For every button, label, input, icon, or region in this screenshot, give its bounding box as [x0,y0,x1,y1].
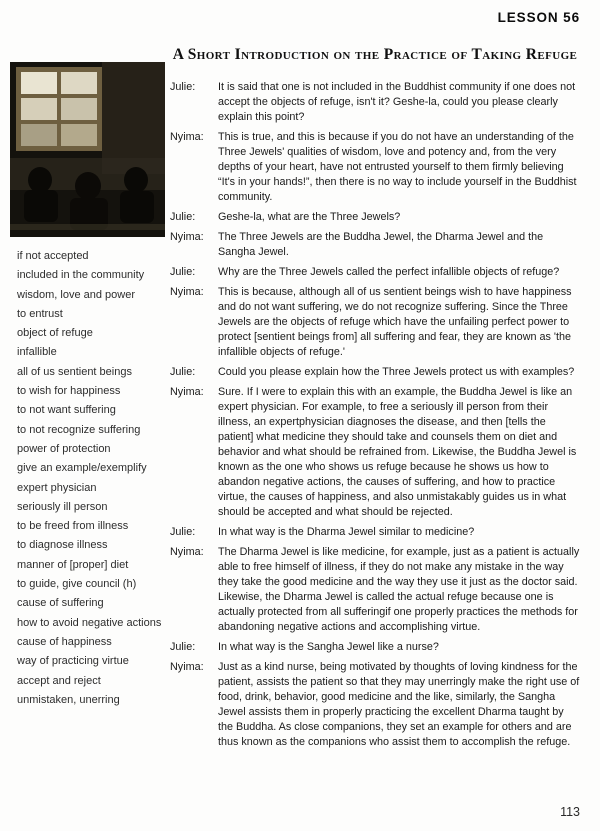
vocab-item: cause of suffering [17,597,104,610]
page-title: A Short Introduction on the Practice of Taking Refuge [172,46,578,63]
sidebar [0,62,166,710]
speech-text: In what way is the Dharma Jewel similar to medicine? [218,526,475,538]
dialogue-entry [170,385,580,520]
speaker-label: Nyima: [170,231,204,243]
dialogue-entry [170,230,580,260]
speech-text: Sure. If I were to explain this with an example, the Buddha Jewel is like an expert physician. For example, to free a seriously ill person from their illness, an expertphysician diagnoses the disease, and then [tells the patient] what medicine they should take and counsels them on diet and behavior and what should be refrained from. Likewise, the Buddha Jewel is known as the one who shows us refuge because he shows us how to abandon negative actions, the causes of suffering, and how to practice virtue, the causes of happiness, and also unmistakably guides us in what should be accepted and what should be rejected. [218,386,577,518]
vocab-item: to be freed from illness [17,520,129,533]
speech-text: Could you please explain how the Three Jewels protect us with examples? [218,366,575,378]
lesson-label: LESSON 56 [497,10,580,25]
speaker-label: Nyima: [170,546,204,558]
vocab-item: to entrust [17,307,63,320]
speech-text: The Dharma Jewel is like medicine, for example, just as a patient is actually able to free himself of illness, if they do not make any mistake in the way they take the good medicine and the way they use it just as the doctor said. Likewise, the Dharma Jewel is called the actual refuge because one is actually protected from all sufferingif one properly practices the methods for abandoning negative actions and accomplishing virtue. [218,546,580,633]
vocab-item: how to avoid negative actions [17,616,162,629]
speaker-label: Nyima: [170,286,204,298]
dialogue-entry [170,640,580,655]
vocab-item: seriously ill person [17,500,108,513]
classroom-photo [10,62,165,237]
vocab-item: object of refuge [17,327,93,340]
vocab-list [0,237,166,710]
vocab-item: power of protection [17,442,111,455]
speech-text: Geshe-la, what are the Three Jewels? [218,211,401,223]
vocab-item: cause of happiness [17,635,112,648]
dialogue-entry [170,285,580,360]
page-number: 113 [560,805,580,819]
vocab-item: expert physician [17,481,97,494]
speaker-label: Julie: [170,366,196,378]
speaker-label: Julie: [170,211,196,223]
dialogue-entry [170,525,580,540]
vocab-item: to diagnose illness [17,539,108,552]
speaker-label: Julie: [170,526,196,538]
main-content [170,46,580,755]
vocab-item: unmistaken, unerring [17,693,120,706]
speech-text: This is because, although all of us sentient beings wish to have happiness and do not want suffering, we do not recognize suffering. Since the Three Jewels are the objects of refuge which have the unfailing perfect power to protect [sentient beings from] all suffering and fear, they are known as 'the infallible objects of refuge.' [218,286,572,358]
dialogue-entry [170,265,580,280]
dialogue-entry [170,80,580,125]
speech-text: The Three Jewels are the Buddha Jewel, the Dharma Jewel and the Sangha Jewel. [218,231,544,258]
dialogue-entry [170,660,580,750]
speech-text: In what way is the Sangha Jewel like a nurse? [218,641,439,653]
speech-text: Why are the Three Jewels called the perfect infallible objects of refuge? [218,266,560,278]
vocab-item: give an example/exemplify [17,462,147,475]
dialogue [170,80,580,750]
vocab-item: way of practicing virtue [17,655,129,668]
dialogue-entry [170,365,580,380]
vocab-item: wisdom, love and power [17,288,136,301]
vocab-item: all of us sentient beings [17,365,132,378]
dialogue-entry [170,130,580,205]
vocab-item: infallible [17,346,57,359]
speech-text: This is true, and this is because if you do not have an understanding of the Three Jewels' qualities of wisdom, love and potency and, from the very depths of your heart, have not entrusted yourself to them firmly believing “It's in your hands!”, then there is no way to include yourself in the Buddhist community. [218,131,577,203]
speaker-label: Nyima: [170,661,204,673]
dialogue-entry [170,210,580,225]
speaker-label: Nyima: [170,386,204,398]
vocab-item: accept and reject [17,674,101,687]
speaker-label: Nyima: [170,131,204,143]
speaker-label: Julie: [170,641,196,653]
classroom-photo-graphic [10,62,165,237]
vocab-item: to wish for happiness [17,385,121,398]
dialogue-entry [170,545,580,635]
speech-text: It is said that one is not included in the Buddhist community if one does not accept the objects of refuge, isn't it? Geshe-la, could you please clearly explain this point? [218,81,576,123]
speaker-label: Julie: [170,81,196,93]
vocab-item: if not accepted [17,250,89,262]
speaker-label: Julie: [170,266,196,278]
vocab-item: manner of [proper] diet [17,558,129,571]
vocab-item: to not recognize suffering [17,423,141,436]
vocab-item: to guide, give council (h) [17,578,137,591]
vocab-item: to not want suffering [17,404,116,417]
speech-text: Just as a kind nurse, being motivated by thoughts of loving kindness for the patient, assists the patient so that they may unerringly make the right use of food, drink, behavior, good medicine and the like, similarly, the Sangha Jewel assists them in properly practicing the excellent Dharma taught by the Buddha. As close companions, they set an example for others and are thus known as the companions who assist them to accomplish the refuge. [218,661,580,748]
vocab-item: included in the community [17,269,145,282]
